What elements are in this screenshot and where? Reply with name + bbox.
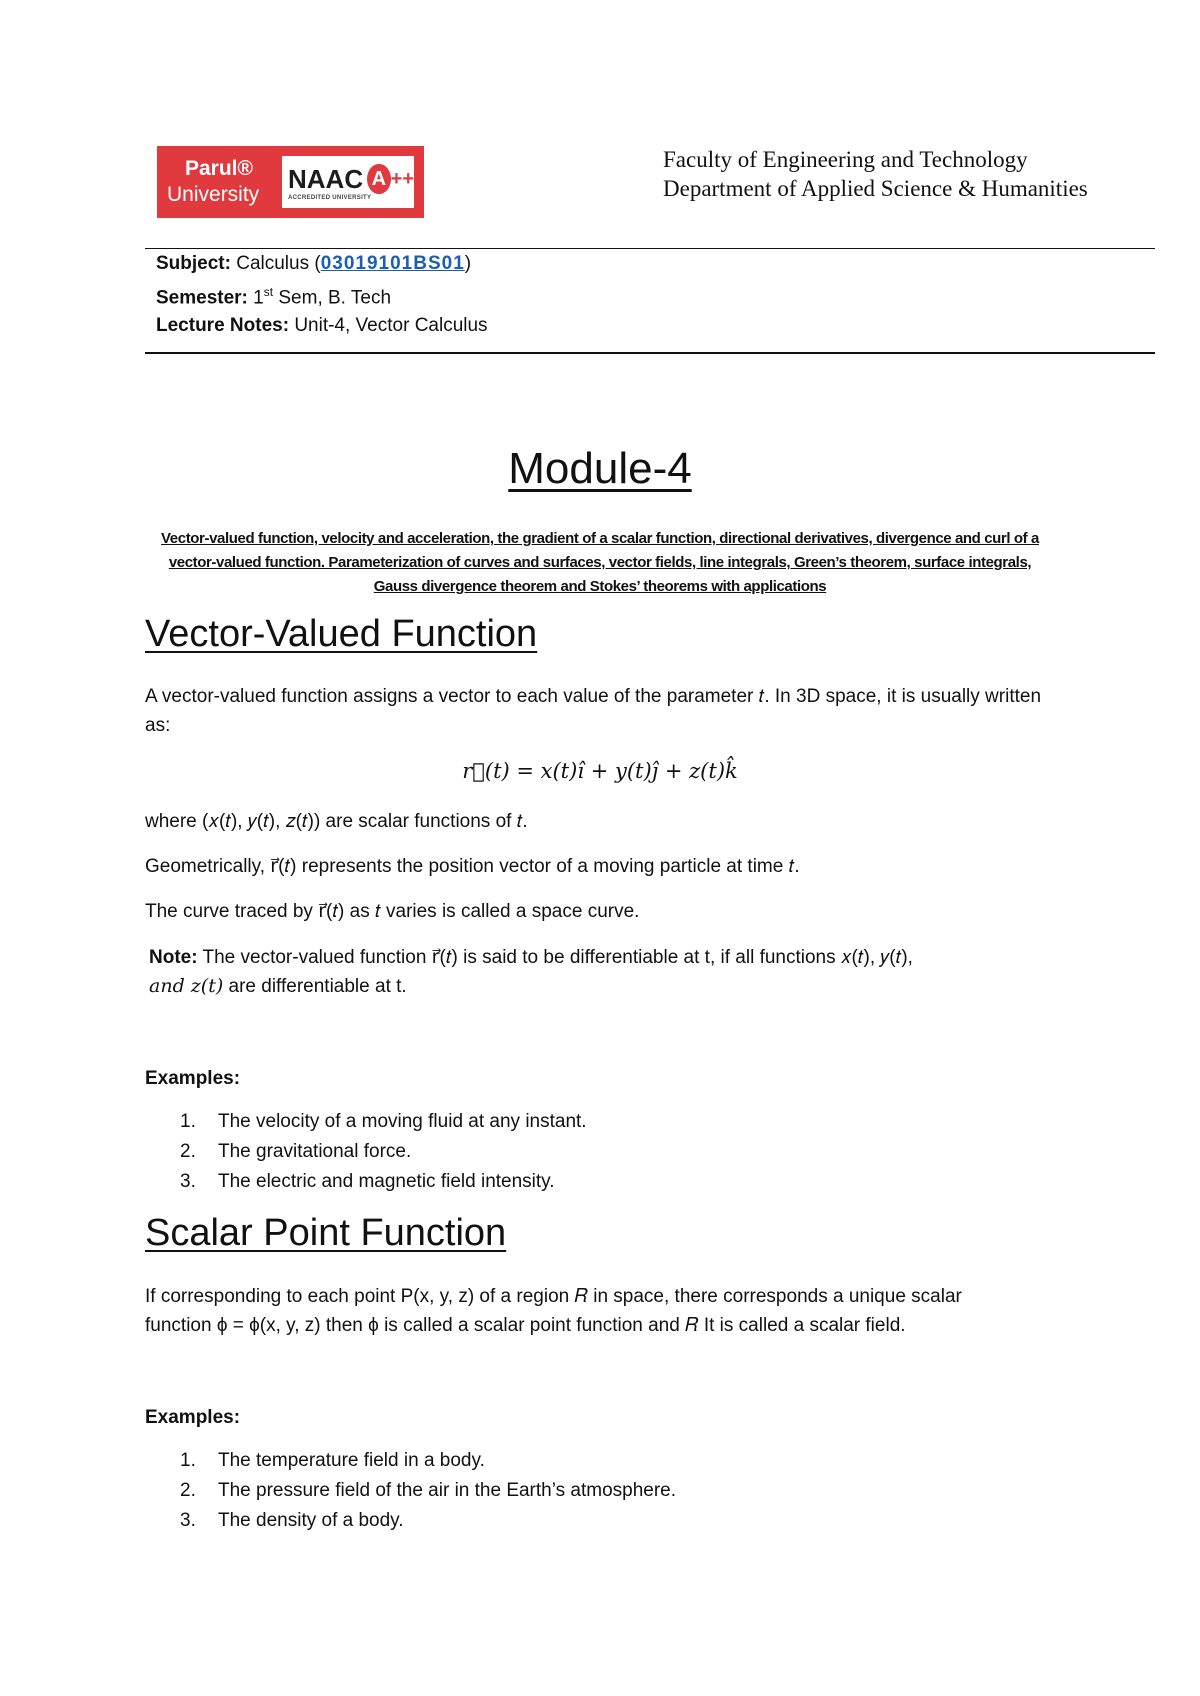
note-line2-rest: are differentiable at t. — [223, 976, 407, 997]
scalar-line2: function ϕ = ϕ(x, y, z) then ϕ is called a scalar point function and 𝑅 It is called a scalar field. — [145, 1315, 906, 1336]
department-name: Department of Applied Science & Humanities — [663, 176, 1088, 201]
vector-section-heading: Vector-Valued Function — [145, 613, 538, 655]
where-text: where (𝑥(𝑡), 𝑦(𝑡), 𝑧(𝑡)) are scalar functions of 𝑡. — [145, 811, 528, 832]
semester-sup: st — [263, 285, 274, 299]
module-title: Module-4 — [508, 444, 692, 493]
naac-grade-suffix: ++ — [390, 167, 414, 190]
list-item: 2. The gravitational force. — [180, 1141, 412, 1162]
note-line2-math: 𝑎𝑛𝑑 𝑧(𝑡) — [149, 975, 224, 997]
scalar-examples-label: Examples: — [145, 1407, 241, 1428]
naac-accredited-text: ACCREDITED UNIVERSITY — [288, 194, 372, 201]
note-paragraph — [149, 943, 1069, 1001]
note-label: Note: — [149, 947, 198, 968]
course-meta — [156, 250, 488, 340]
list-item: 3. The electric and magnetic field intensity. — [180, 1171, 555, 1192]
position-vector-equation: r⃗(𝑡) = 𝑥(𝑡)î + 𝑦(𝑡)ĵ + 𝑧(𝑡)k̂ — [462, 759, 738, 783]
list-item: 1. The temperature field in a body. — [180, 1450, 485, 1471]
faculty-name: Faculty of Engineering and Technology — [663, 147, 1028, 172]
scalar-section-heading: Scalar Point Function — [145, 1212, 507, 1254]
subject-line — [156, 250, 488, 278]
space-curve-text: The curve traced by r⃗(𝑡) as 𝑡 varies is called a space curve. — [145, 901, 640, 922]
naac-badge — [282, 156, 414, 208]
header-divider-top — [145, 248, 1155, 249]
header-divider-bottom — [145, 352, 1155, 354]
vector-examples-label: Examples: — [145, 1068, 241, 1089]
scalar-paragraph — [145, 1282, 1075, 1340]
note-line1: The vector-valued function r⃗(𝑡) is said to be differentiable at t, if all functions 𝑥(𝑡), 𝑦(𝑡), — [202, 947, 913, 968]
geometric-text: Geometrically, r⃗(𝑡) represents the position vector of a moving particle at time 𝑡. — [145, 856, 800, 877]
naac-text: NAAC — [288, 163, 364, 194]
notes-value: Unit-4, Vector Calculus — [294, 315, 488, 337]
list-item: 3. The density of a body. — [180, 1510, 404, 1531]
subject-code-link[interactable]: 03019101BS01 — [320, 253, 465, 274]
naac-grade: A — [367, 164, 391, 194]
vector-intro: A vector-valued function assigns a vector to each value of the parameter 𝑡. In 3D space, it is usually written as: — [145, 686, 1042, 736]
subject-close: ) — [464, 253, 472, 274]
university-logo — [157, 146, 424, 218]
logo-university-text: University — [167, 183, 260, 206]
module-summary: Vector-valued function, velocity and acceleration, the gradient of a scalar function, directional derivatives, divergence and curl of a vector-valued function. Parameterization of curves and surfaces, vector fields, line integrals, Green’s theorem, surface integrals, Gauss divergence theorem and Stokes’ theorems with applications — [161, 530, 1039, 595]
parul-wordmark — [167, 156, 274, 208]
scalar-line1: If corresponding to each point P(x, y, z) of a region 𝑅 in space, there corresponds a unique scalar — [145, 1286, 962, 1307]
scalar-examples-list — [180, 1446, 676, 1536]
notes-line — [156, 312, 488, 340]
semester-value: Sem, B. Tech — [278, 287, 392, 309]
list-item: 2. The pressure field of the air in the Earth’s atmosphere. — [180, 1480, 677, 1501]
faculty-block — [663, 145, 1088, 203]
vector-examples-list — [180, 1107, 587, 1197]
notes-label: Lecture Notes: — [156, 315, 290, 337]
semester-line — [156, 278, 488, 312]
semester-label: Semester: — [156, 287, 248, 309]
logo-parul-text: Parul® — [185, 157, 253, 180]
subject-value: Calculus ( — [236, 253, 321, 274]
list-item: 1. The velocity of a moving fluid at any instant. — [180, 1111, 587, 1132]
semester-num: 1 — [253, 287, 264, 309]
subject-label: Subject: — [156, 253, 231, 274]
